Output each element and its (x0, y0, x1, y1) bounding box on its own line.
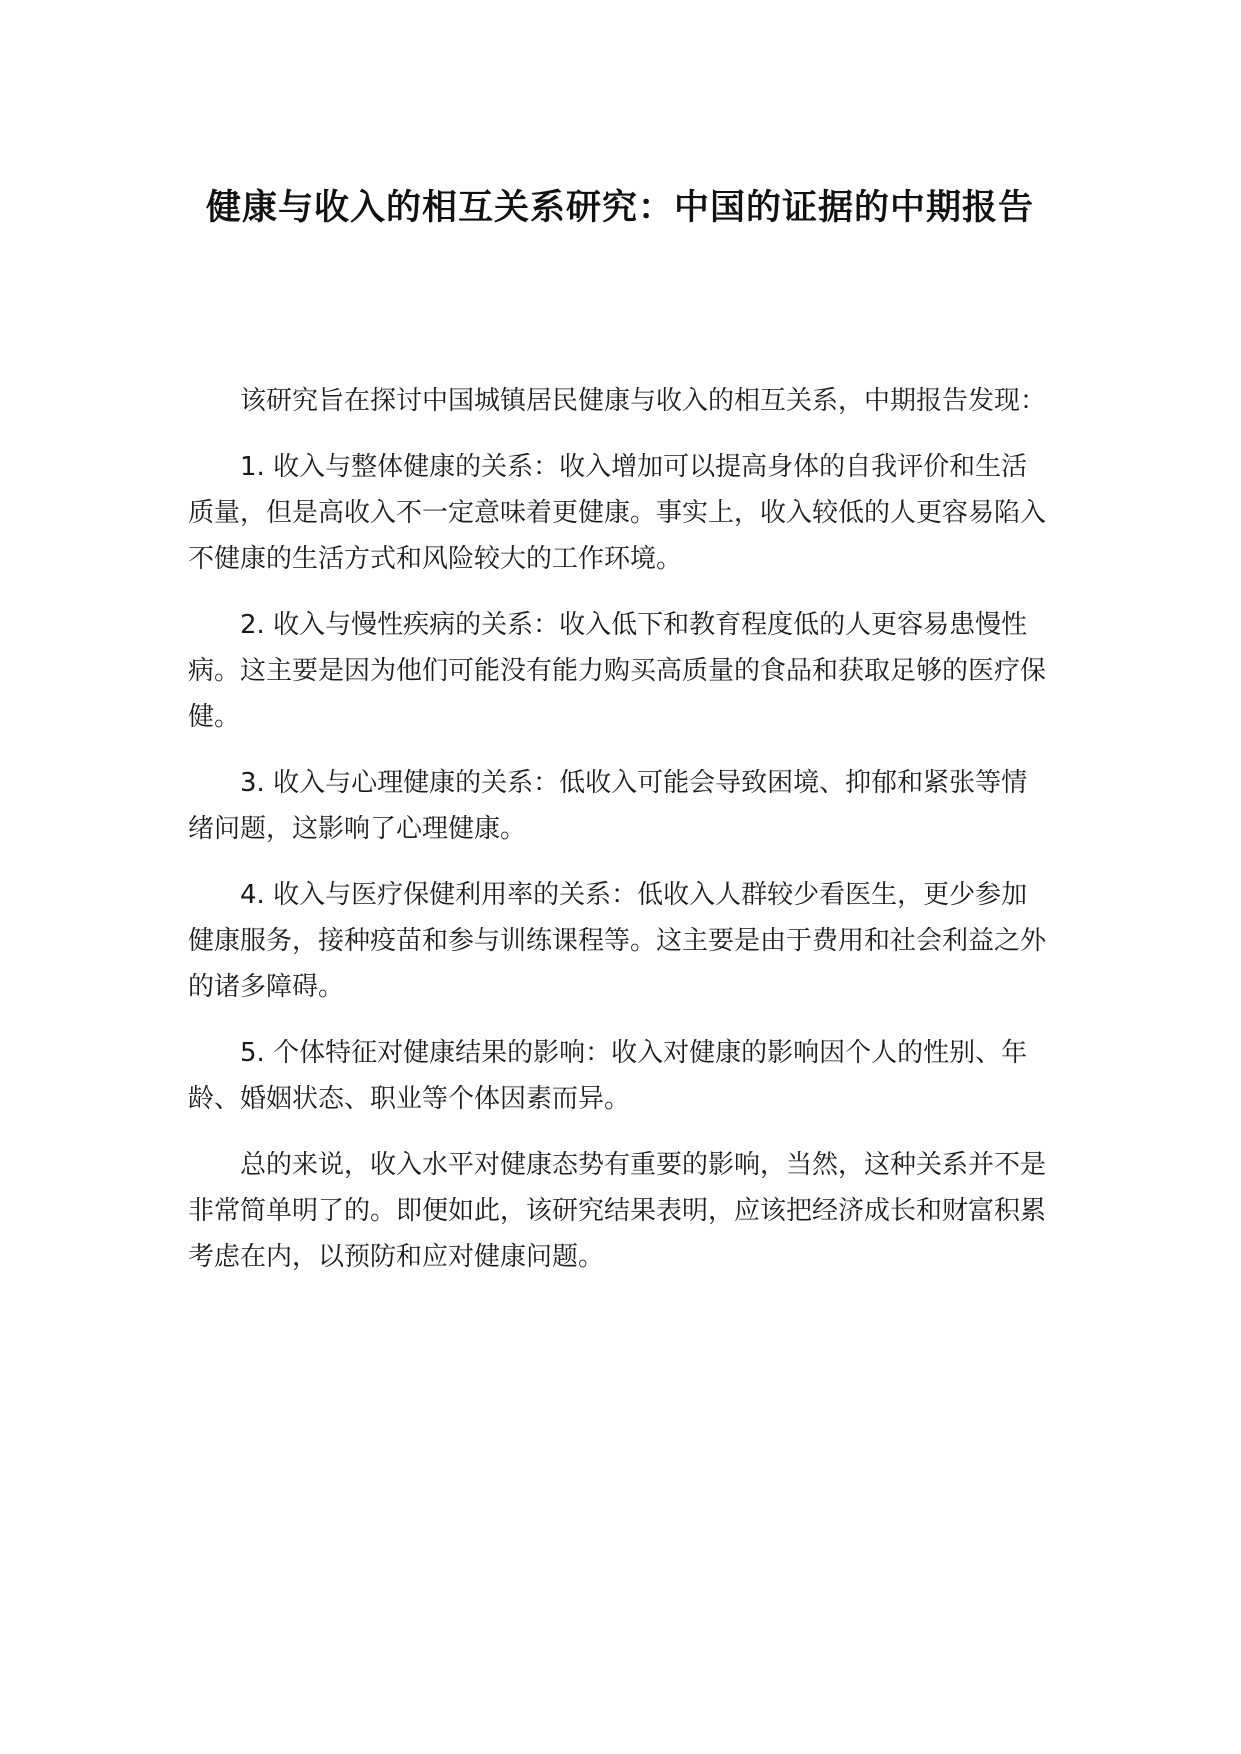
finding-paragraph-5: 5. 个体特征对健康结果的影响：收入对健康的影响因个人的性别、年龄、婚姻状态、职业等个体因素而异。 (188, 1038, 1028, 1114)
conclusion-paragraph: 总的来说，收入水平对健康态势有重要的影响，当然，这种关系并不是非常简单明了的。即便如此，该研究结果表明，应该把经济成长和财富积累考虑在内，以预防和应对健康问题。 (188, 1150, 1047, 1272)
finding-paragraph-2: 2. 收入与慢性疾病的关系：收入低下和教育程度低的人更容易患慢性病。这主要是因为他们可能没有能力购买高质量的食品和获取足够的医疗保健。 (188, 610, 1047, 732)
finding-paragraph-1: 1. 收入与整体健康的关系：收入增加可以提高身体的自我评价和生活质量，但是高收入不一定意味着更健康。事实上，收入较低的人更容易陷入不健康的生活方式和风险较大的工作环境。 (188, 452, 1047, 574)
document-body (188, 378, 1048, 1300)
finding-paragraph-4: 4. 收入与医疗保健利用率的关系：低收入人群较少看医生，更少参加健康服务，接种疫苗和参与训练课程等。这主要是由于费用和社会利益之外的诸多障碍。 (188, 880, 1047, 1002)
intro-paragraph: 该研究旨在探讨中国城镇居民健康与收入的相互关系，中期报告发现： (240, 386, 1047, 416)
document-title: 健康与收入的相互关系研究：中国的证据的中期报告 (205, 188, 1034, 228)
finding-paragraph-3: 3. 收入与心理健康的关系：低收入可能会导致困境、抑郁和紧张等情绪问题，这影响了心理健康。 (188, 768, 1028, 844)
